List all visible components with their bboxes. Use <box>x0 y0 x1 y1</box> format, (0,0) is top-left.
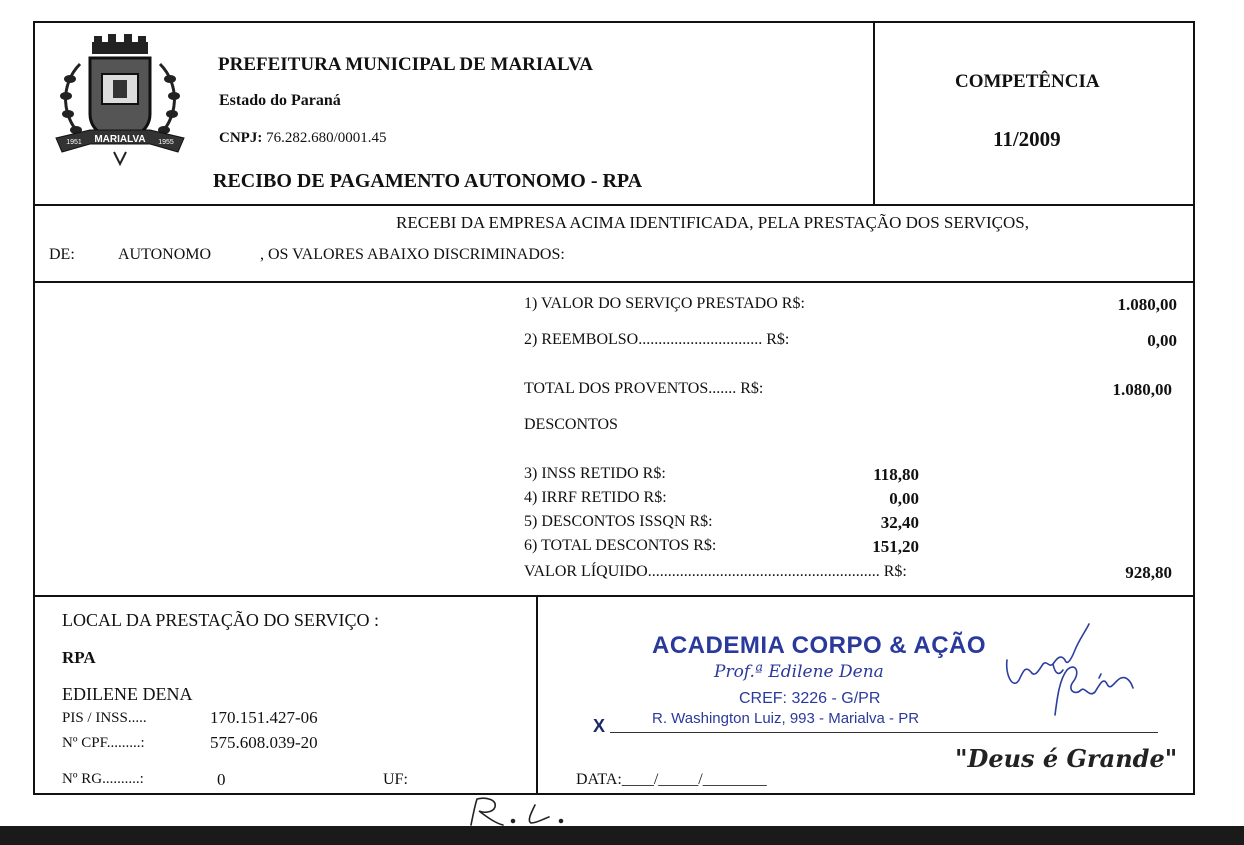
state-name: Estado do Paraná <box>219 92 341 109</box>
local-label: LOCAL DA PRESTAÇÃO DO SERVIÇO : <box>62 610 379 630</box>
stamp-professor: Prof.ª Edilene Dena <box>714 662 884 682</box>
signature-x-mark: X <box>593 716 606 736</box>
valor-liquido-value: 928,80 <box>1125 563 1172 582</box>
header-bottom-rule <box>33 204 1195 206</box>
item3-label: 3) INSS RETIDO R$: <box>524 465 666 482</box>
stamp-address: R. Washington Luiz, 993 - Marialva - PR <box>652 710 920 727</box>
data-field: DATA:____/_____/________ <box>576 771 767 788</box>
crest-year-right: 1955 <box>158 139 174 146</box>
descontos-heading: DESCONTOS <box>524 416 618 433</box>
cpf-label: Nº CPF.........: <box>62 735 145 751</box>
handwritten-initials <box>465 795 575 827</box>
intro-line-2: , OS VALORES ABAIXO DISCRIMINADOS: <box>260 246 565 263</box>
intro-bottom-rule <box>33 281 1195 283</box>
item3-value: 118,80 <box>873 465 919 484</box>
document-title: RECIBO DE PAGAMENTO AUTONOMO - RPA <box>213 170 643 192</box>
handwritten-signature <box>995 620 1145 725</box>
uf-label: UF: <box>383 771 408 788</box>
stamp-title: ACADEMIA CORPO & AÇÃO <box>652 632 987 659</box>
crest-year-left: 1951 <box>66 139 82 146</box>
values-bottom-rule <box>33 595 1195 597</box>
item4-label: 4) IRRF RETIDO R$: <box>524 489 667 506</box>
total-proventos-label: TOTAL DOS PROVENTOS....... R$: <box>524 380 764 397</box>
cnpj-value: 76.282.680/0001.45 <box>266 130 387 146</box>
header-divider <box>873 21 875 206</box>
intro-de-value: AUTONOMO <box>118 246 212 263</box>
item6-value: 151,20 <box>872 537 919 556</box>
item2-value: 0,00 <box>1147 331 1177 350</box>
rg-value: 0 <box>217 770 226 789</box>
valor-liquido-label: VALOR LÍQUIDO.......................................................... R$: <box>524 563 907 580</box>
total-proventos-value: 1.080,00 <box>1112 380 1172 399</box>
competencia-label: COMPETÊNCIA <box>955 71 1100 92</box>
org-name: PREFEITURA MUNICIPAL DE MARIALVA <box>218 54 593 75</box>
municipal-crest-logo <box>50 34 190 166</box>
intro-line-1: RECEBI DA EMPRESA ACIMA IDENTIFICADA, PELA PRESTAÇÃO DOS SERVIÇOS, <box>396 213 1029 232</box>
competencia-value: 11/2009 <box>993 127 1061 151</box>
pis-label: PIS / INSS..... <box>62 710 147 726</box>
item6-label: 6) TOTAL DESCONTOS R$: <box>524 537 717 554</box>
item2-label: 2) REEMBOLSO............................... R$: <box>524 331 790 348</box>
item1-label: 1) VALOR DO SERVIÇO PRESTADO R$: <box>524 295 805 312</box>
item5-label: 5) DESCONTOS ISSQN R$: <box>524 513 713 530</box>
footer-divider <box>536 595 538 795</box>
torn-paper-edge <box>0 826 1244 845</box>
intro-de-label: DE: <box>49 246 75 263</box>
signature-line <box>610 732 1158 733</box>
rg-label: Nº RG..........: <box>62 771 144 787</box>
item5-value: 32,40 <box>880 513 919 532</box>
cpf-value: 575.608.039-20 <box>210 733 318 752</box>
local-value: RPA <box>62 648 96 667</box>
stamp-motto: "Deus é Grande" <box>955 744 1178 773</box>
pis-value: 170.151.427-06 <box>210 708 318 727</box>
stamp-cref: CREF: 3226 - G/PR <box>739 690 881 707</box>
cnpj <box>219 130 387 147</box>
cnpj-label: CNPJ: <box>219 130 263 146</box>
item1-value: 1.080,00 <box>1117 295 1177 314</box>
item4-value: 0,00 <box>889 489 919 508</box>
crest-banner-text: MARIALVA <box>94 134 146 145</box>
provider-name: EDILENE DENA <box>62 684 193 704</box>
